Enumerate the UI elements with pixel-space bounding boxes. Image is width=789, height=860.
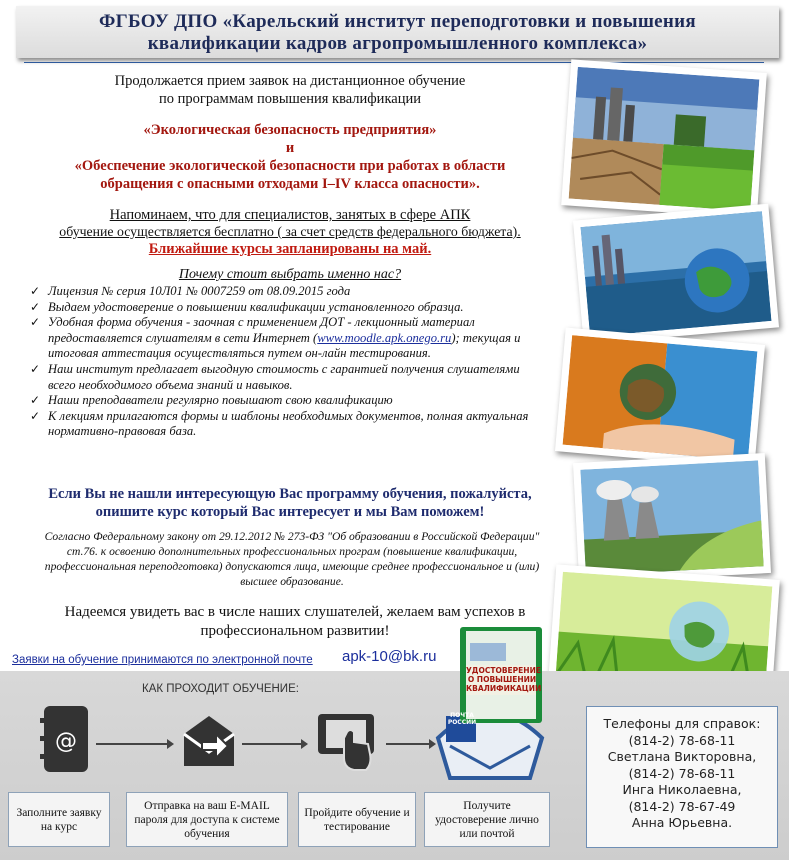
- list-item: ✓ Удобная форма обучения - заочная с применением ДОТ - лекционный материал предоставляется слушателям в сети Интернет (www.moodle.apk.onego.ru); текущая и итоговая аттестация осуществляться путем он-лайн тестирования.: [30, 315, 521, 361]
- step-box-apply: Заполните заявку на курс: [8, 792, 110, 847]
- moodle-link[interactable]: www.moodle.apk.onego.ru: [317, 330, 452, 345]
- phone-line: (814-2) 78-67-49: [628, 798, 736, 814]
- contact-name: Инга Николаевна,: [622, 782, 742, 797]
- arrow-icon: [242, 743, 306, 745]
- phones-title: Телефоны для справок:: [603, 716, 761, 731]
- benefits-list: [28, 284, 548, 440]
- law-note: Согласно Федеральному закону от 29.12.2012 № 273-ФЗ "Об образовании в Российской Федерации" ст.76. к освоению дополнительных профессиональных програм (повышение квалификации, профессиональная переподготовка) допускаются лица, имеющие среднее профессиональное и (или) высшее образование.: [44, 530, 540, 588]
- photo-hands-globe: [555, 328, 765, 469]
- checkmark-icon: ✓: [30, 408, 41, 423]
- list-item: ✓ Наши преподаватели регулярно повышают свою квалификацию: [30, 393, 393, 408]
- photo-city-and-drought: [561, 59, 767, 218]
- step-box-study: Пройдите обучение и тестирование: [298, 792, 416, 847]
- checkmark-icon: ✓: [30, 393, 41, 408]
- phone-line: (814-2) 78-68-11: [628, 765, 736, 781]
- phones-box: [586, 706, 778, 848]
- envelope-icon: [180, 712, 238, 768]
- course2-title-line1: «Обеспечение экологической безопасности при работах в области: [74, 158, 506, 174]
- tablet-touch-icon: [314, 708, 380, 774]
- checkmark-icon: ✓: [30, 299, 41, 314]
- phone-line: (814-2) 78-68-11: [628, 732, 736, 748]
- reminder-line2: обучение осуществляется бесплатно ( за счет средств федерального бюджета).: [59, 224, 521, 239]
- arrow-icon: [96, 743, 172, 745]
- address-book-icon: [40, 704, 92, 774]
- checkmark-icon: ✓: [30, 315, 41, 330]
- intro-line2: по программам повышения квалификации: [159, 91, 421, 107]
- course1-title: «Экологическая безопасность предприятия»: [143, 122, 437, 138]
- course2-title-line2: обращения с опасными отходами I–IV класса опасности».: [100, 176, 480, 192]
- applications-note[interactable]: Заявки на обучение принимаются по электронной почте: [12, 654, 313, 666]
- certificate-title: УДОСТОВЕРЕНИЕ О ПОВЫШЕНИИ КВАЛИФИКАЦИИ: [466, 666, 542, 693]
- header-title-line2: квалификации кадров агропромышленного комплекса»: [147, 33, 648, 54]
- list-item: ✓ Лицензия № серия 10Л01 № 0007259 от 08.09.2015 года: [30, 284, 351, 298]
- closing-wish: Надеемся увидеть вас в числе наших слушателей, желаем вам успехов в профессиональном развитии!: [64, 604, 526, 639]
- list-item: ✓ Наш институт предлагает выгодную стоимость с гарантией получения слушателями всего необходимого объема знаний и навыков.: [30, 361, 520, 392]
- contact-name: Анна Юрьевна.: [631, 815, 733, 830]
- course-and: и: [285, 140, 295, 156]
- list-item: ✓ Выдаем удостоверение о повышении квалификации установленного образца.: [30, 299, 464, 314]
- step-box-certificate: Получите удостоверение лично или почтой: [424, 792, 550, 847]
- custom-course-offer: Если Вы не нашли интересующую Вас программу обучения, пожалуйста, опишите курс который Вас интересует и мы Вам поможем!: [48, 486, 532, 520]
- post-logo-text: ПОЧТА РОССИИ: [447, 712, 477, 726]
- photo-power-plant: [573, 453, 771, 583]
- svg-text:@: @: [55, 729, 77, 754]
- checkmark-icon: ✓: [30, 361, 41, 376]
- checkmark-icon: ✓: [30, 284, 41, 298]
- header-title-line1: ФГБОУ ДПО «Карельский институт переподготовки и повышения: [99, 11, 696, 32]
- step-box-password: Отправка на ваш E-MAIL пароля для доступа к системе обучения: [126, 792, 288, 847]
- why-title: Почему стоит выбрать именно нас?: [178, 267, 402, 282]
- photo-earth-globe: [573, 204, 779, 345]
- contact-email[interactable]: apk-10@bk.ru: [342, 648, 437, 665]
- process-title: КАК ПРОХОДИТ ОБУЧЕНИЕ:: [142, 683, 299, 695]
- intro-line1: Продолжается прием заявок на дистанционное обучение: [114, 73, 466, 89]
- intro-block: [40, 72, 540, 108]
- reminder-line1: Напоминаем, что для специалистов, занятых в сфере АПК: [109, 207, 471, 223]
- nearest-courses: Ближайшие курсы запланированы на май.: [148, 241, 432, 257]
- header-divider: [24, 62, 764, 63]
- header-banner: [16, 6, 779, 58]
- contact-name: Светлана Викторовна,: [607, 749, 757, 764]
- arrow-icon: [386, 743, 434, 745]
- list-item: ✓ К лекциям прилагаются формы и шаблоны необходимых документов, полная актуальная нормативно-правовая база.: [30, 408, 529, 439]
